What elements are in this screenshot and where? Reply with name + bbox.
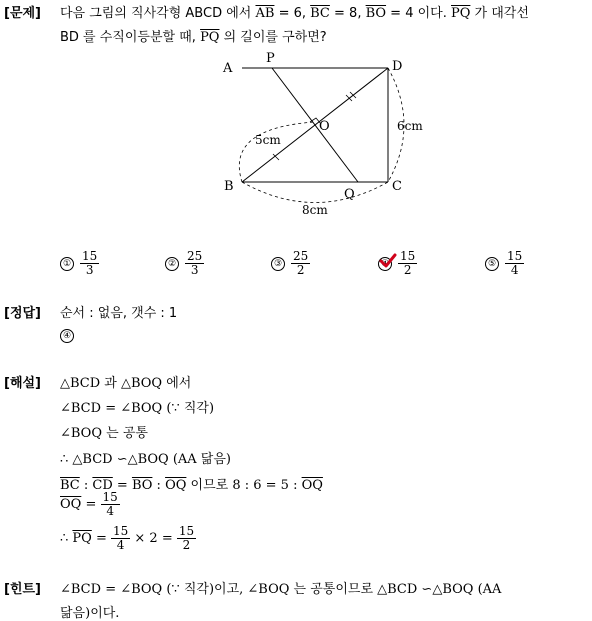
- hint-tag: [힌트]: [4, 582, 41, 597]
- solution-line-4: ∴ △BCD ∽△BOQ (AA 닮음): [60, 452, 231, 467]
- problem-text: 가 대각선: [470, 6, 529, 21]
- problem-text: 의 길이를 구하면?: [219, 30, 327, 45]
- hint-line-2: 닮음)이다.: [60, 606, 120, 621]
- problem-text: = 6,: [274, 6, 311, 21]
- solution-tag: [해설]: [4, 376, 41, 391]
- label-len-bo: 5cm: [255, 133, 281, 147]
- denominator: 2: [296, 263, 305, 277]
- problem-text: BD 를 수직이등분할 때,: [60, 30, 201, 45]
- segment-cd: $\overline{CD}$: [92, 478, 113, 493]
- checkmark-icon: [379, 253, 397, 269]
- option-marker: ⑤: [485, 257, 499, 271]
- equals: =: [91, 531, 111, 546]
- label-q: Q: [344, 187, 355, 202]
- option-marker: ③: [271, 257, 285, 271]
- option-3[interactable]: [271, 250, 310, 277]
- label-d: D: [392, 59, 403, 74]
- numerator: 15: [507, 249, 523, 263]
- denominator: 4: [106, 504, 114, 518]
- option-marker: ①: [60, 257, 74, 271]
- fraction: [111, 525, 130, 552]
- colon: :: [79, 478, 93, 493]
- denominator: 2: [182, 538, 191, 552]
- option-5[interactable]: [485, 250, 524, 277]
- option-marker-wrap: [378, 256, 392, 271]
- label-c: C: [392, 179, 402, 194]
- segment-pq-line: [272, 68, 358, 182]
- equals: =: [112, 478, 132, 493]
- denominator: 3: [85, 263, 94, 277]
- numerator: 15: [102, 490, 118, 504]
- numerator: 15: [178, 524, 195, 538]
- label-len-dc: 6cm: [397, 119, 423, 133]
- problem-text: = 4 이다.: [386, 6, 451, 21]
- problem-tag: [문제]: [4, 6, 41, 21]
- therefore: ∴: [60, 531, 73, 546]
- times-two: × 2 =: [130, 531, 177, 546]
- option-marker: ②: [165, 257, 179, 271]
- denominator: 4: [116, 538, 125, 552]
- segment-bc: $\overline{BC}$: [310, 6, 330, 21]
- problem-line-1: [60, 2, 529, 21]
- numerator: 15: [82, 249, 98, 263]
- label-o: O: [319, 119, 330, 134]
- solution-line-1: △BCD 과 △BOQ 에서: [60, 376, 192, 391]
- arc-bo: [239, 122, 315, 182]
- option-fraction: [291, 250, 310, 277]
- segment-bc: $\overline{BC}$: [60, 478, 80, 493]
- problem-text: = 8,: [329, 6, 366, 21]
- option-fraction: [398, 250, 417, 277]
- option-4[interactable]: [378, 250, 417, 277]
- solution-text: 이므로 8 : 6 = 5 :: [186, 478, 302, 493]
- option-fraction: [185, 250, 204, 277]
- denominator: 3: [190, 263, 199, 277]
- solution-line-7: [60, 525, 196, 552]
- numerator: 15: [400, 249, 416, 263]
- numerator: 15: [112, 524, 129, 538]
- fraction: [177, 525, 196, 552]
- equals: =: [81, 497, 101, 512]
- segment-ab: $\overline{AB}$: [255, 6, 275, 21]
- segment-pq: $\overline{PQ}$: [200, 30, 220, 45]
- denominator: 4: [510, 263, 519, 277]
- option-marker: ④: [378, 257, 392, 271]
- segment-bo: $\overline{BO}$: [365, 6, 387, 21]
- answer-line: 순서 : 없음, 갯수 : 1: [60, 306, 178, 321]
- numerator: 25: [187, 249, 203, 263]
- colon: :: [152, 478, 166, 493]
- option-2[interactable]: [165, 250, 204, 277]
- answer-marker-line: [60, 328, 74, 343]
- segment-oq: $\overline{OQ}$: [165, 478, 187, 493]
- label-b: B: [224, 179, 234, 194]
- label-a: A: [223, 61, 233, 76]
- hint-line-1: ∠BCD = ∠BOQ (∵ 직각)이고, ∠BOQ 는 공통이므로 △BCD ∽△BOQ (AA: [60, 582, 502, 597]
- problem-line-2: [60, 26, 327, 45]
- answer-tag: [정답]: [4, 306, 41, 321]
- segment-pq: $\overline{PQ}$: [451, 6, 471, 21]
- label-p: P: [266, 51, 275, 66]
- solution-line-6: [60, 491, 120, 518]
- arc-bc: [242, 182, 388, 203]
- option-1[interactable]: [60, 250, 99, 277]
- geometry-figure: [215, 48, 445, 220]
- segment-oq: $\overline{OQ}$: [301, 478, 323, 493]
- fraction: [101, 491, 120, 518]
- answer-marker: ④: [60, 329, 74, 343]
- label-len-bc: 8cm: [302, 203, 328, 217]
- option-fraction: [80, 250, 99, 277]
- segment-oq: $\overline{OQ}$: [60, 497, 82, 512]
- segment-pq: $\overline{PQ}$: [72, 531, 92, 546]
- denominator: 2: [403, 263, 412, 277]
- segment-bo: $\overline{BO}$: [131, 478, 153, 493]
- solution-line-2: ∠BCD = ∠BOQ (∵ 직각): [60, 401, 215, 416]
- numerator: 25: [293, 249, 309, 263]
- option-fraction: [505, 250, 524, 277]
- problem-text: 다음 그림의 직사각형 ABCD 에서: [60, 6, 256, 21]
- solution-line-3: ∠BOQ 는 공통: [60, 426, 148, 441]
